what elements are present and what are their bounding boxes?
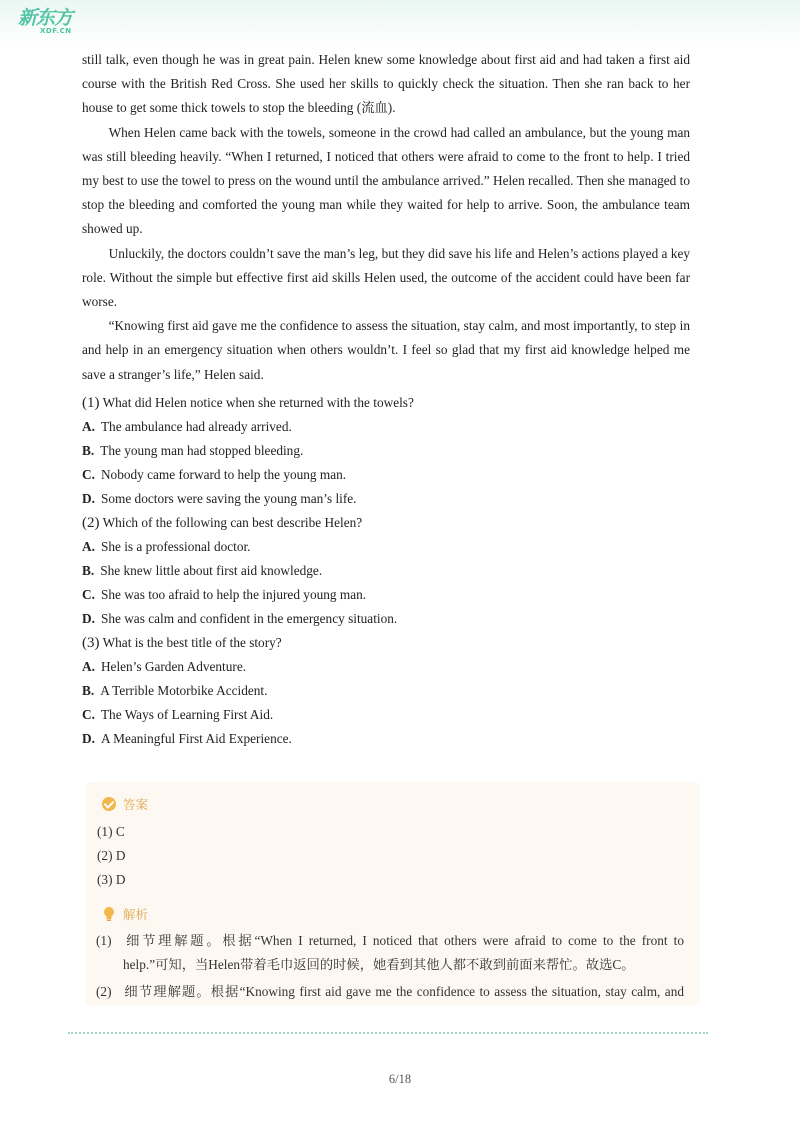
option-text: The young man had stopped bleeding. [100,442,304,458]
logo-text: 新东方 [18,7,73,29]
option-3b [82,679,690,703]
answer-item: (1) C [97,824,125,839]
option-letter: A. [82,418,95,434]
question-number: (3) [82,634,100,651]
option-letter: C. [82,466,95,482]
footer-divider [68,1032,708,1034]
header-band [0,0,800,46]
main-content [82,48,690,751]
option-text: Some doctors were saving the young man’s life. [100,490,357,506]
check-circle-icon [102,797,116,811]
option-letter: A. [82,538,95,554]
option-letter: B. [82,562,95,578]
question-number: (1) [82,394,100,411]
option-2c [82,583,690,607]
analysis-label-text: 解析 [123,907,149,922]
question-number: (2) [82,514,100,531]
option-1a [82,415,690,439]
logo-subtext: XDF.CN [40,27,72,35]
question-text: What did Helen notice when she returned with the towels? [102,394,414,410]
option-text: A Terrible Motorbike Accident. [100,682,268,698]
option-3d [82,727,690,751]
option-3a [82,655,690,679]
brand-logo [18,8,82,38]
option-1d [82,487,690,511]
passage-paragraph: When Helen came back with the towels, someone in the crowd had called an ambulance, but the young man was still bleeding heavily. “When I returned, I noticed that others were afraid to come to the front to help. I tried my best to use the towel to press on the wound until the ambulance arrived.” Helen recalled. Then she managed to stop the bleeding and comforted the young man while they waited for help to arrive. Soon, the ambulance team showed up. [82,124,690,237]
analysis-item-2 [96,980,684,1004]
option-2b [82,559,690,583]
question-3 [82,631,690,655]
analysis-text: help.”可知，当Helen带着毛巾返回的时候，她看到其他人都不敢到前面来帮忙。故选C。 [123,957,635,972]
analysis-text: 细节理解题。根据“When I returned, I noticed that others were afraid to come to the front to [126,933,684,948]
question-2 [82,511,690,535]
question-text: What is the best title of the story? [102,634,282,650]
analysis-line [96,929,684,953]
option-letter: D. [82,730,95,746]
option-text: A Meaningful First Aid Experience. [100,730,292,746]
question-1 [82,391,690,415]
analysis-line [96,980,684,1004]
option-2d [82,607,690,631]
option-letter: B. [82,442,95,458]
analysis-number: (2) [96,984,112,999]
option-text: She was too afraid to help the injured young man. [100,586,367,602]
option-letter: B. [82,682,95,698]
analysis-number: (1) [96,933,112,948]
answer-item: (3) D [97,872,126,887]
option-2a [82,535,690,559]
option-text: The ambulance had already arrived. [100,418,292,434]
option-1b [82,439,690,463]
option-text: She was calm and confident in the emergency situation. [100,610,398,626]
option-text: Nobody came forward to help the young man. [100,466,347,482]
analysis-item-1 [96,929,684,977]
passage-paragraph: “Knowing first aid gave me the confidence to assess the situation, stay calm, and most importantly, to step in and help in an emergency situation when others wouldn’t. I feel so glad that my first aid knowledge helped me save a stranger’s life,” Helen said. [82,318,690,382]
option-letter: D. [82,490,95,506]
analysis-line [96,953,684,977]
option-text: The Ways of Learning First Aid. [100,706,274,722]
passage-paragraph: still talk, even though he was in great pain. Helen knew some knowledge about first aid and had taken a first aid course with the British Red Cross. She used her skills to quickly check the situation. Then she ran back to her house to get some thick towels to stop the bleeding (流血). [82,52,690,116]
page-number: 6/18 [388,1072,412,1086]
option-letter: C. [82,586,95,602]
question-text: Which of the following can best describe Helen? [102,514,363,530]
answer-box [86,782,700,1006]
lightbulb-icon [102,906,116,922]
option-text: Helen’s Garden Adventure. [100,658,247,674]
option-1c [82,463,690,487]
answer-label [102,795,148,813]
passage-paragraph: Unluckily, the doctors couldn’t save the man’s leg, but they did save his life and Helen’s actions played a key role. Without the simple but effective first aid skills Helen used, the outcome of the accident could have been far worse. [82,245,690,310]
answer-label-text: 答案 [123,797,149,812]
option-letter: C. [82,706,95,722]
option-text: She is a professional doctor. [100,538,251,554]
option-3c [82,703,690,727]
questions-block [82,391,690,751]
option-letter: D. [82,610,95,626]
analysis-text: 细节理解题。根据“Knowing first aid gave me the confidence to assess the situation, stay calm, and [124,984,684,999]
option-text: She knew little about first aid knowledge. [100,562,323,578]
analysis-label [102,905,148,923]
answer-item: (2) D [97,848,126,863]
option-letter: A. [82,658,95,674]
